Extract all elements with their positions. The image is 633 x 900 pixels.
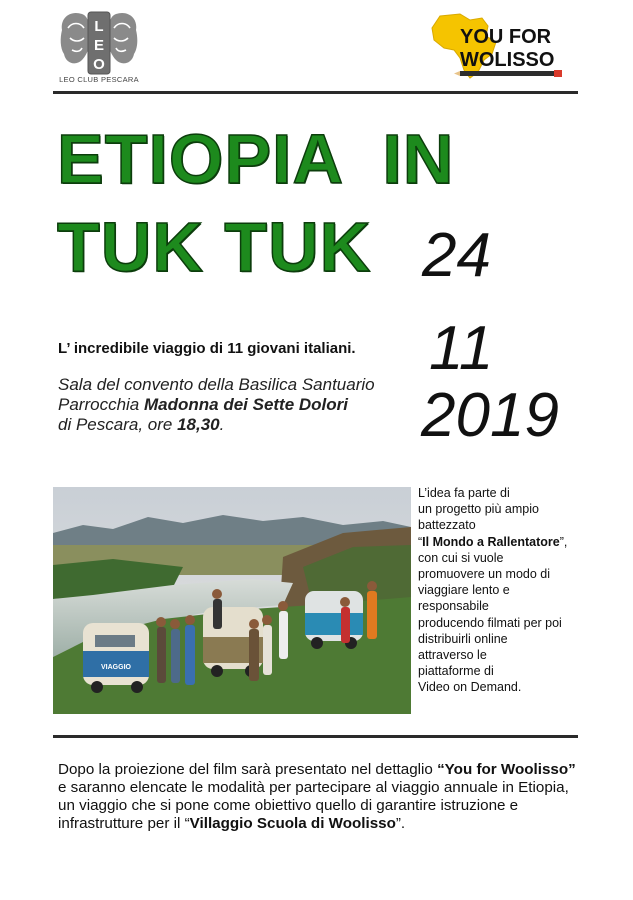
venue-line-1: Sala del convento della Basilica Santuario bbox=[58, 375, 375, 394]
venue-line-3-suffix: . bbox=[219, 415, 225, 434]
leo-letter: L bbox=[94, 18, 104, 35]
bottom-divider bbox=[53, 735, 578, 738]
description-line bbox=[418, 534, 588, 550]
subtitle: L’ incredibile viaggio di 11 giovani italiani. bbox=[58, 340, 356, 357]
project-name: Il Mondo a Rallentatore bbox=[422, 534, 560, 549]
top-divider bbox=[53, 91, 578, 94]
lion-heads-icon bbox=[58, 8, 140, 78]
group-photo bbox=[53, 487, 411, 714]
closing-text-2: e saranno elencate le modalità per partecipare al viaggio annuale in Etiopia, un viaggio che si pone come obiettivo quello di garantire istruzione e infrastrutture per il “ bbox=[58, 779, 569, 832]
description-line: distribuirli online bbox=[418, 631, 508, 646]
leo-letter: O bbox=[93, 56, 105, 73]
description-line: promuovere un modo di bbox=[418, 567, 551, 582]
pencil-icon bbox=[460, 71, 556, 76]
description-line: Video on Demand. bbox=[418, 680, 522, 695]
quote-close: ”, bbox=[559, 534, 568, 549]
project-description bbox=[418, 485, 588, 696]
venue-line-2-prefix: Parrocchia bbox=[58, 395, 144, 414]
venue-line-3 bbox=[58, 415, 375, 435]
closing-paragraph bbox=[58, 761, 578, 833]
description-line: L’idea fa parte di bbox=[418, 486, 510, 500]
event-time: 18,30 bbox=[177, 415, 220, 434]
tuk-tuk-label: VIAGGIO bbox=[101, 664, 131, 671]
logo-line-1: YOU FOR bbox=[460, 26, 552, 48]
leo-letter: E bbox=[93, 37, 105, 54]
logo-line-2: WOLISSO bbox=[460, 49, 555, 71]
headline-line-2: TUK TUK bbox=[57, 208, 372, 286]
quote-open: “ bbox=[418, 534, 423, 549]
description-line: viaggiare lento e bbox=[418, 583, 510, 598]
description-line: con cui si vuole bbox=[418, 550, 504, 565]
description-line: responsabile bbox=[418, 599, 489, 614]
event-date-month: 11 bbox=[429, 314, 494, 383]
description-line: producendo filmati per poi bbox=[418, 615, 562, 630]
tuk-tuk-left bbox=[83, 623, 149, 693]
headline-line-1: ETIOPIA IN bbox=[57, 120, 455, 198]
closing-text-3: ”. bbox=[395, 815, 406, 832]
program-name: “You for Woolisso” bbox=[437, 761, 576, 778]
venue-church-name: Madonna dei Sette Dolori bbox=[143, 395, 349, 414]
you-for-wolisso-logo bbox=[426, 10, 576, 82]
description-line: attraverso le bbox=[418, 648, 487, 663]
description-line: piattaforme di bbox=[418, 664, 494, 679]
village-name: Villaggio Scuola di Woolisso bbox=[189, 815, 396, 832]
event-date-day: 24 bbox=[422, 221, 491, 290]
venue-info bbox=[58, 375, 375, 435]
description-line: battezzato bbox=[418, 518, 476, 533]
venue-line-3-prefix: di Pescara, ore bbox=[58, 415, 178, 434]
africa-map-icon bbox=[426, 10, 576, 82]
event-date-year: 2019 bbox=[421, 381, 559, 450]
closing-text-1: Dopo la proiezione del film sarà presentato nel dettaglio bbox=[58, 761, 438, 778]
description-line: un progetto più ampio bbox=[418, 502, 539, 517]
tuk-tuk-right bbox=[305, 591, 363, 649]
venue-line-2 bbox=[58, 395, 375, 415]
leo-club-caption: LEO CLUB PESCARA bbox=[59, 75, 139, 84]
